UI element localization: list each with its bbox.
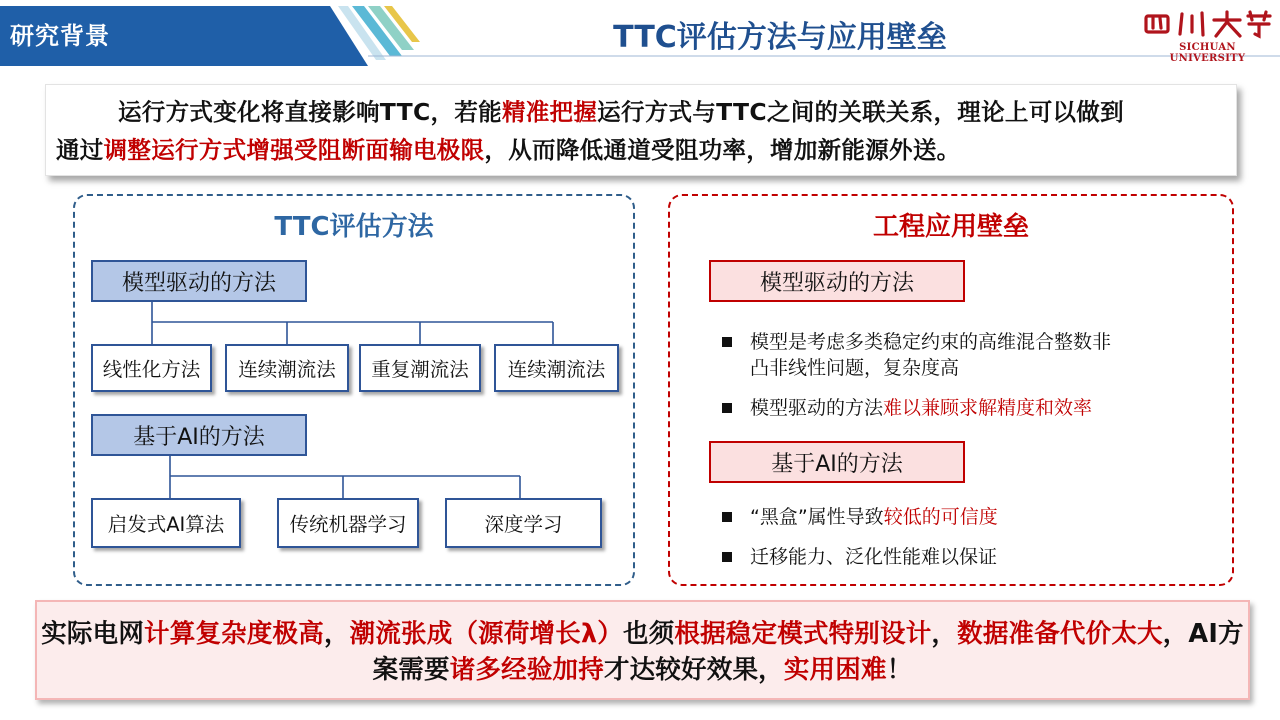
- bullet-text: [750, 504, 998, 530]
- model-driven-category: 模型驱动的方法: [709, 260, 965, 302]
- panel-title: 工程应用壁垒: [872, 212, 1029, 242]
- logo-english-name: SICHUAN UNIVERSITY: [1169, 42, 1246, 64]
- conclusion-text: ，: [931, 619, 958, 649]
- barrier-bullet: [722, 544, 1212, 570]
- ai-based-category: 基于AI的方法: [709, 441, 965, 483]
- panel-title: TTC评估方法: [274, 212, 434, 242]
- conclusion-text: 才达较好效果，: [603, 655, 784, 685]
- intro-text: 通过: [56, 136, 104, 164]
- intro-highlight: 调整运行方式增强受阻断面输电极限: [103, 136, 485, 164]
- conclusion-text: ！: [886, 655, 913, 685]
- bullet-highlight: 较低的可信度: [883, 506, 998, 528]
- conclusion-box: [35, 600, 1250, 700]
- conclusion-highlight: 诸多经验加持: [449, 655, 604, 685]
- intro-line-1: [56, 93, 1222, 131]
- bullet-text: 模型是考虑多类稳定约束的高维混合整数非: [750, 331, 1112, 353]
- bullet-text: 迁移能力、泛化性能难以保证: [750, 546, 998, 568]
- square-bullet-icon: [722, 512, 732, 522]
- bullet-text-plain: 模型驱动的方法: [750, 397, 884, 419]
- conclusion-highlight: 潮流张成（源荷增长λ）: [349, 619, 623, 649]
- square-bullet-icon: [722, 403, 732, 413]
- barrier-bullet: [722, 329, 1212, 381]
- section-label: 研究背景: [10, 22, 110, 50]
- intro-highlight: 精准把握: [501, 98, 598, 126]
- university-logo: [1140, 8, 1275, 64]
- intro-line-2: [56, 131, 1222, 169]
- conclusion-highlight: 计算复杂度极高: [144, 619, 324, 649]
- intro-text: 运行方式变化将直接影响TTC，若能: [118, 98, 502, 126]
- conclusion-highlight: 实用困难: [783, 655, 887, 685]
- method-box: 线性化方法: [91, 344, 212, 392]
- conclusion-highlight: 数据准备代价太大: [957, 619, 1163, 649]
- square-bullet-icon: [722, 337, 732, 347]
- intro-text: ，从而降低通道受阻功率，增加新能源外送。: [484, 136, 961, 164]
- barrier-bullet: [722, 395, 1212, 421]
- method-box: 传统机器学习: [277, 498, 419, 548]
- bullet-text: 凸非线性问题，复杂度高: [750, 357, 960, 379]
- model-driven-category: 模型驱动的方法: [91, 260, 307, 302]
- square-bullet-icon: [722, 552, 732, 562]
- intro-text: 运行方式与TTC之间的关联关系，理论上可以做到: [597, 98, 1124, 126]
- intro-statement: [45, 84, 1237, 176]
- barrier-bullet: [722, 504, 1212, 530]
- conclusion-text: 也须: [623, 619, 675, 649]
- method-box: 连续潮流法: [494, 344, 619, 392]
- bullet-highlight: 难以兼顾求解精度和效率: [883, 397, 1093, 419]
- conclusion-text: ，: [323, 619, 350, 649]
- logo-calligraphy-icon: [1140, 8, 1275, 40]
- conclusion-highlight: 根据稳定模式特别设计: [674, 619, 932, 649]
- ai-based-category: 基于AI的方法: [91, 414, 307, 456]
- method-box: 启发式AI算法: [91, 498, 241, 548]
- slide-title: TTC评估方法与应用壁垒: [613, 20, 947, 55]
- method-box: 深度学习: [445, 498, 602, 548]
- bullet-text-plain: “黑盒”属性导致: [750, 506, 884, 528]
- bullet-text: [750, 395, 1092, 421]
- conclusion-text: 实际电网: [41, 619, 145, 649]
- method-box: 重复潮流法: [359, 344, 481, 392]
- conclusion-text: ，AI方案需要: [372, 619, 1244, 685]
- method-box: 连续潮流法: [225, 344, 349, 392]
